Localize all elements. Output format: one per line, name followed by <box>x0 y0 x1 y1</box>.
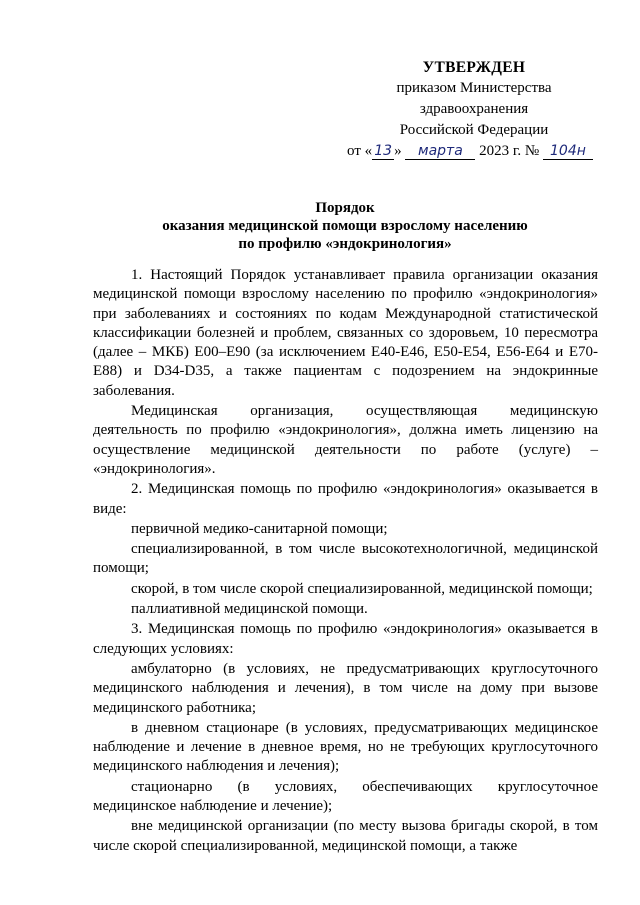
date-year: 2023 г. № <box>479 143 540 159</box>
order-number-handwritten: 104н <box>543 143 593 160</box>
list-item-palliative-care: паллиативной медицинской помощи. <box>131 601 368 618</box>
document-body <box>93 266 598 857</box>
document-title <box>90 199 600 253</box>
title-line-1: Порядок <box>315 200 375 216</box>
approval-title: УТВЕРЖДЕН <box>422 59 526 76</box>
approval-date-line <box>346 141 594 162</box>
date-day-handwritten: 13 <box>372 143 394 160</box>
paragraph-license: Медицинская организация, осуществляющая медицинскую деятельность по профилю «эндокринология», должна иметь лицензию на осуществление медицинской деятельности по работе (услуге) – «эндокринология». <box>93 403 598 477</box>
list-item-outside-organization: вне медицинской организации (по месту вызова бригады скорой, в том числе скорой специализированной, медицинской помощи, а также <box>93 818 598 854</box>
approval-block <box>347 57 598 162</box>
paragraph-1: 1. Настоящий Порядок устанавливает правила организации оказания медицинской помощи взрослому населению по профилю «эндокринология» при заболеваниях и состояниях по кодам Международной статистической классификации болезней и проблем, связанных со здоровьем, 10 пересмотра (далее – МКБ) E00–E90 (за исключением E40-E46, E50-E54, E56-E64 и E70-E88) и D34-D35, а также пациентам с подозрением на эндокринные заболевания. <box>93 267 598 399</box>
list-item-day-hospital: в дневном стационаре (в условиях, предусматривающих медицинское наблюдение и лечение в дневное время, но не требующих круглосуточного медицинского наблюдения и лечения); <box>93 719 598 775</box>
list-item-primary-care: первичной медико-санитарной помощи; <box>131 520 388 537</box>
list-item-emergency-care: скорой, в том числе скорой специализированной, медицинской помощи; <box>131 580 593 597</box>
paragraph-3: 3. Медицинская помощь по профилю «эндокринология» оказывается в следующих условиях: <box>93 621 598 657</box>
title-line-3: по профилю «эндокринология» <box>238 236 452 252</box>
date-month-handwritten: марта <box>405 143 475 160</box>
approval-line-health: здравоохранения <box>419 101 529 117</box>
approval-line-ministry: приказом Министерства <box>396 80 552 96</box>
list-item-outpatient: амбулаторно (в условиях, не предусматривающих круглосуточного медицинского наблюдения и лечения), в том числе на дому при вызове медицинского работника; <box>93 660 598 716</box>
date-prefix: от « <box>347 143 373 159</box>
list-item-specialized-care: специализированной, в том числе высокотехнологичной, медицинской помощи; <box>93 541 598 577</box>
title-line-2: оказания медицинской помощи взрослому населению <box>162 218 528 234</box>
date-close-quote: » <box>394 143 402 159</box>
list-item-inpatient: стационарно (в условиях, обеспечивающих круглосуточное медицинское наблюдение и лечение); <box>93 778 598 815</box>
paragraph-2: 2. Медицинская помощь по профилю «эндокринология» оказывается в виде: <box>93 481 598 517</box>
approval-line-federation: Российской Федерации <box>399 122 549 138</box>
